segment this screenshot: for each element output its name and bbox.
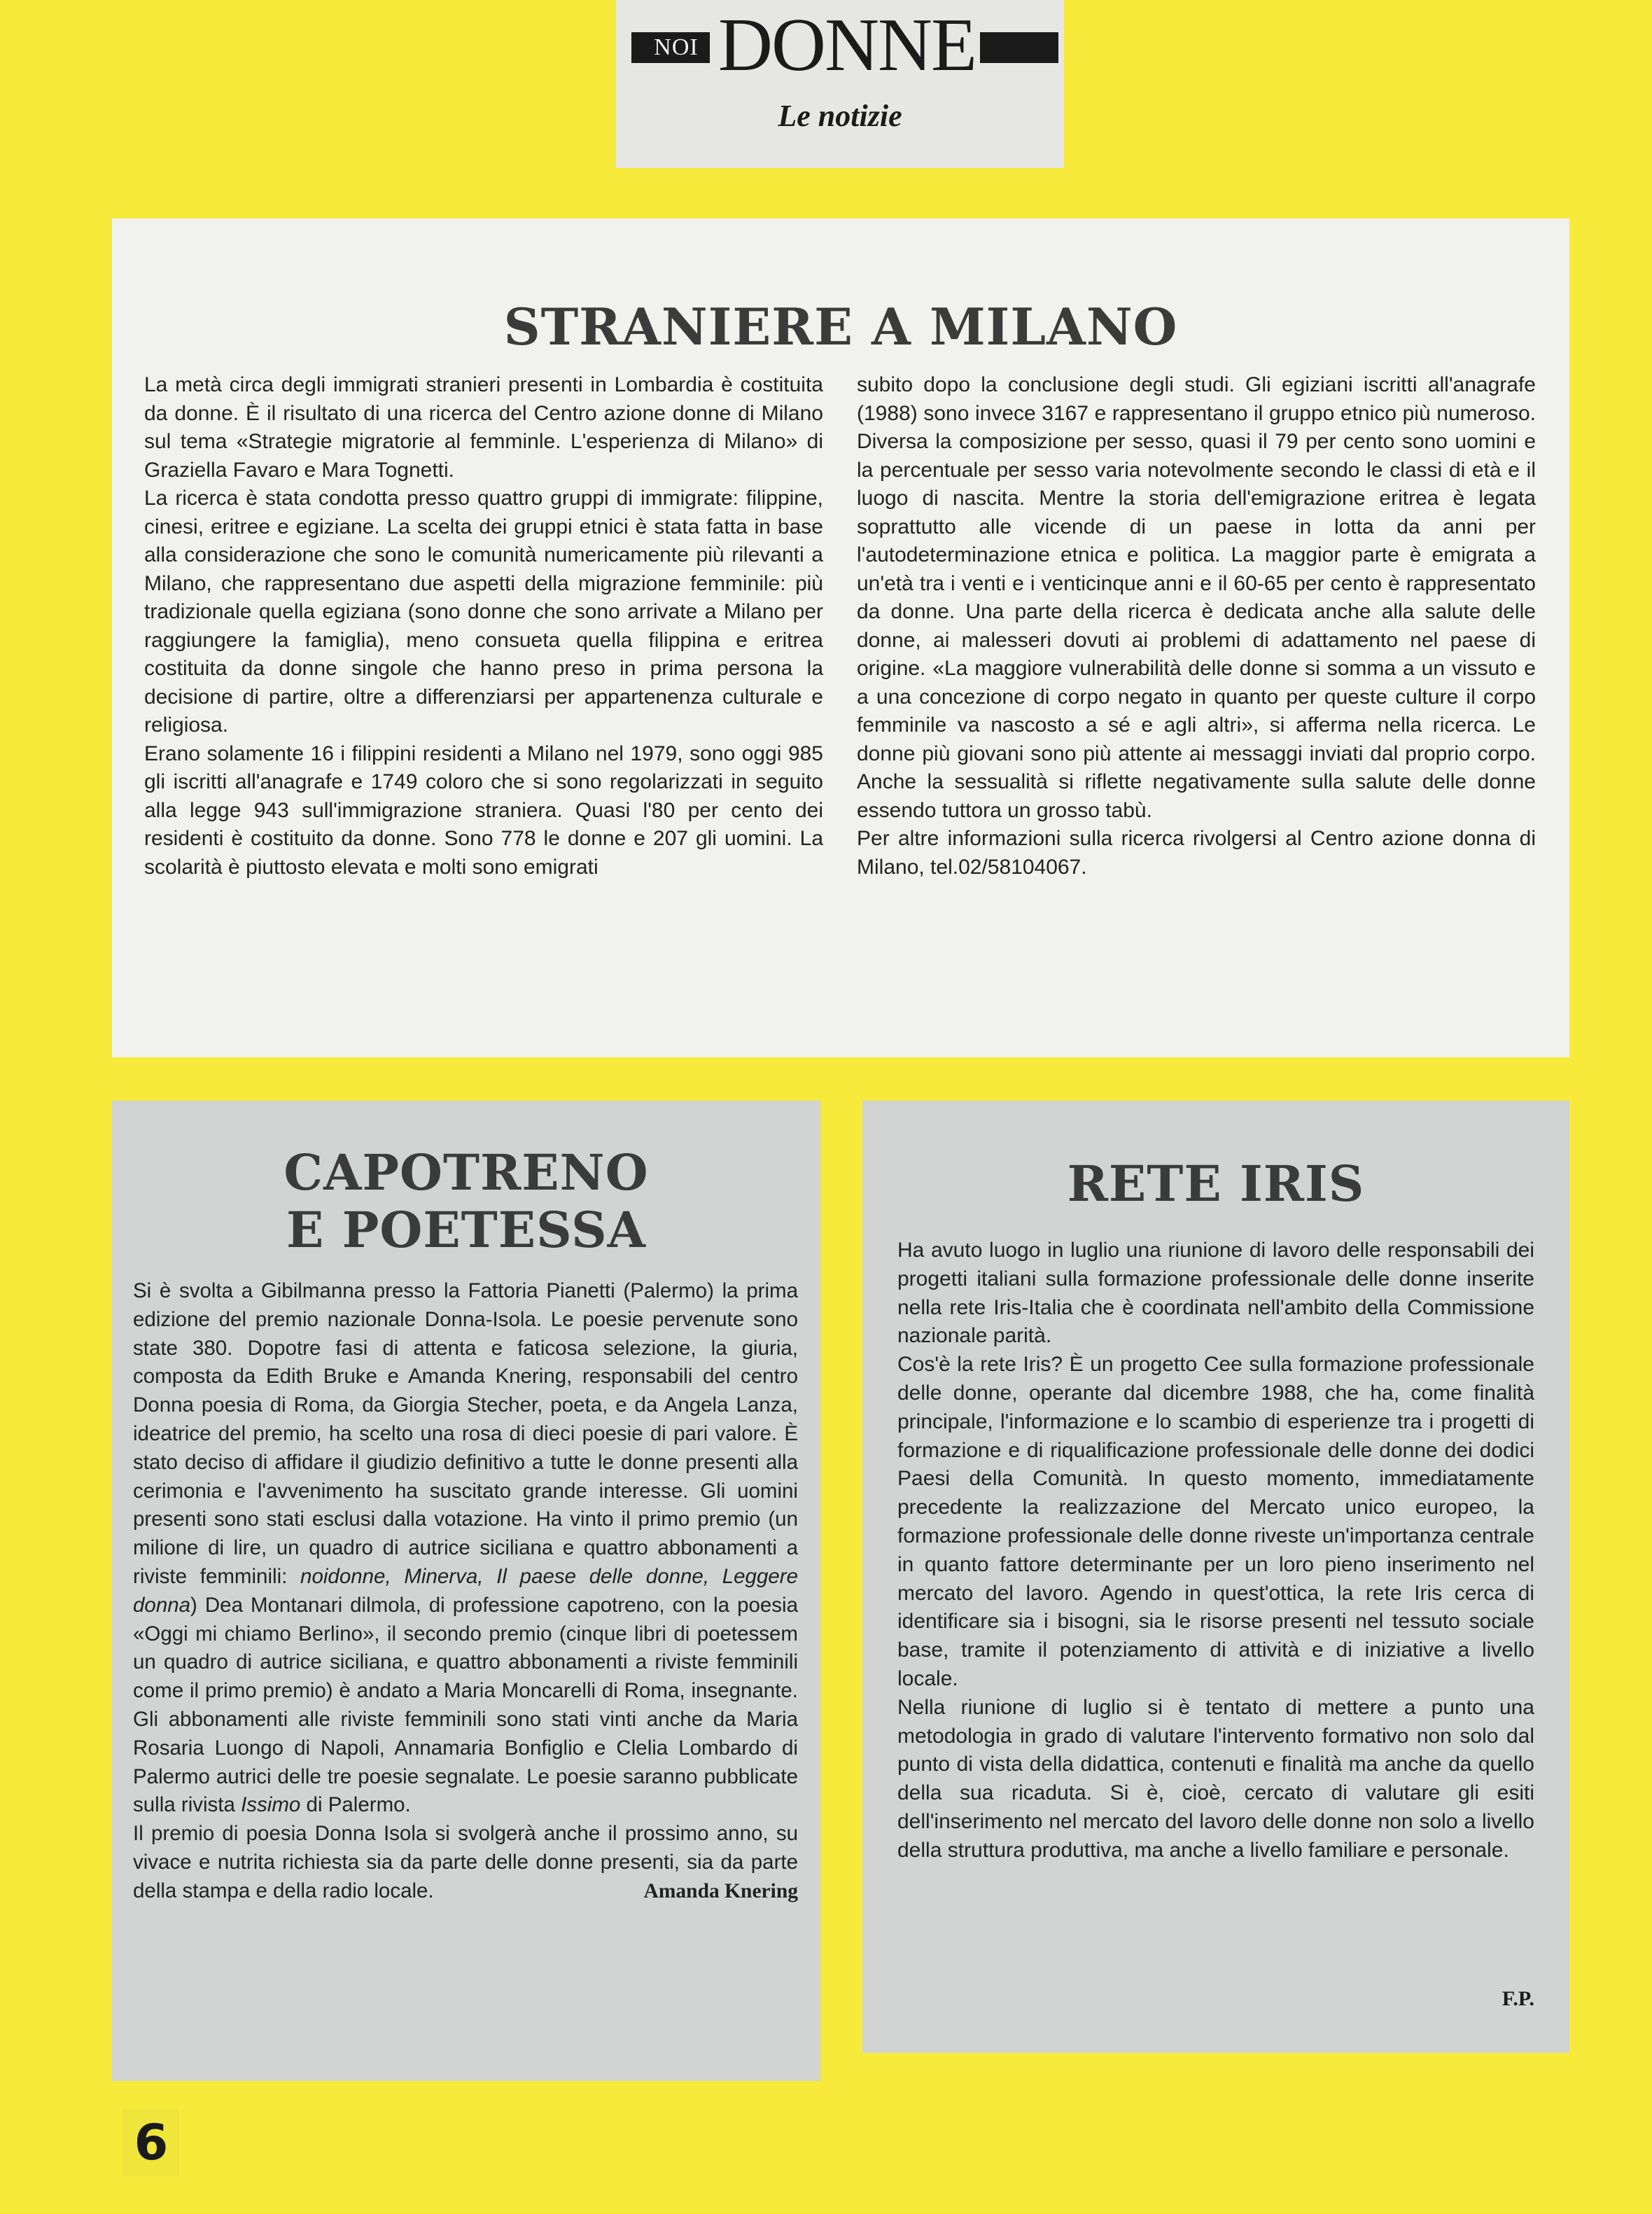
magazine-issimo: Issimo bbox=[241, 1793, 301, 1817]
article-rete-iris-title: RETE IRIS bbox=[1067, 1155, 1365, 1213]
article-stranieri-title: STRANIERE A MILANO bbox=[503, 297, 1178, 356]
paragraph: Cos'è la rete Iris? È un progetto Cee sulla formazione professionale delle donne, operante dal dicembre 1988, che ha, come finalità principale, l'informazione e lo scambio di esperienze tra i progetti di formazione e di riqualificazione professionale delle donne dei dodici Paesi della Comunità. In questo momento, immediatamente precedente la realizzazione del Mercato unico europeo, la formazione professionale delle donne riveste un'importanza centrale in quanto fattore determinante per un loro pieno inserimento nel mercato del lavoro. Agendo in quest'ottica, la rete Iris cerca di identificare sia i bisogni, sia le risorse presenti nel tessuto sociale base, tramite il potenziamento di attività e di iniziative a livello locale. bbox=[897, 1353, 1534, 1690]
paragraph bbox=[133, 1820, 798, 1905]
paragraph bbox=[133, 1277, 798, 1820]
article-capotreno-body bbox=[133, 1277, 798, 1906]
title-line: CAPOTRENO bbox=[284, 1143, 649, 1202]
masthead bbox=[616, 0, 1064, 168]
paragraph: Per altre informazioni sulla ricerca rivolgersi al Centro azione donna di Milano, tel.02/58104067. bbox=[857, 827, 1536, 879]
paragraph: subito dopo la conclusione degli studi. Gli egiziani iscritti all'anagrafe (1988) sono invece 3167 e rappresentano il gruppo etnico più numeroso. Diversa la composizione per sesso, quasi il 79 per cento sono uomini e la percentuale per sesso varia notevolmente secondo le classi di età e il luogo di nascita. Mentre la storia dell'emigrazione eritrea è legata soprattutto alle vicende di un paese in lotta da anni per l'autodeterminazione etnica e politica. La maggior parte è emigrata a un'età tra i venti e i venticinque anni e il 60-65 per cento è rappresentato da donne. Una parte della ricerca è dedicata anche alla salute delle donne, ai malesseri dovuti ai problemi di adattamento nel paese di origine. «La maggiore vulnerabilità delle donne si somma a un vissuto e a una concezione di corpo negato in quanto per queste culture il corpo femminile va nascosto a sé e agli altri», si afferma nella ricerca. Le donne più giovani sono più attente ai messaggi inviati dal proprio corpo. Anche la sessualità si riflette negativamente sulla salute delle donne essendo tuttora un grosso tabù. bbox=[857, 373, 1536, 822]
text-run: di Palermo. bbox=[300, 1793, 411, 1817]
article-capotreno-panel bbox=[112, 1101, 820, 2081]
article-capotreno-title bbox=[112, 1144, 820, 1259]
masthead-noi: NOI bbox=[654, 34, 699, 60]
article-rete-iris-body bbox=[897, 1237, 1534, 1865]
article-rete-iris-panel bbox=[862, 1101, 1569, 2053]
author-signature: Amanda Knering bbox=[643, 1879, 798, 1902]
paragraph: Erano solamente 16 i filippini residenti a Milano nel 1979, sono oggi 985 gli iscritti all'anagrafe e 1749 coloro che si sono regolarizzati in seguito alla legge 943 sull'immigrazione straniera. Quasi l'80 per cento dei residenti è costituito da donne. Sono 778 le donne e 207 gli uomini. La scolarità è piuttosto elevata e molti sono emigrati bbox=[144, 742, 823, 879]
masthead-donne: DONNE bbox=[718, 4, 976, 87]
magazines-list: noidonne, Minerva, Il paese delle donne, Leggere donna bbox=[133, 1564, 798, 1617]
page-number: 6 bbox=[123, 2109, 179, 2176]
article-stranieri-column-a bbox=[144, 371, 823, 882]
author-signature: F.P. bbox=[1502, 1987, 1534, 2010]
masthead-subtitle: Le notizie bbox=[778, 99, 902, 133]
masthead-bar-right bbox=[980, 32, 1058, 63]
paragraph: La metà circa degli immigrati stranieri presenti in Lombardia è costituita da donne. È il risultato di una ricerca del Centro azione donne di Milano sul tema «Strategie migratorie al femminle. L'esperienza di Milano» di Graziella Favaro e Mara Tognetti. bbox=[144, 373, 823, 482]
text-run: Si è svolta a Gibilmanna presso la Fattoria Pianetti (Palermo) la prima edizione del premio nazionale Donna-Isola. Le poesie pervenute sono state 380. Dopotre fasi di attenta e faticosa selezione, la giuria, composta da Edith Bruke e Amanda Knering, responsabili del centro Donna poesia di Roma, da Giorgia Stecher, poeta, e da Angela Lanza, ideatrice del premio, ha scelto una rosa di dieci poesie di pari valore. È stato deciso di affidare il giudizio definitivo a tutte le donne presenti alla cerimonia e l'avvenimento ha suscitato grande interesse. Gli uomini presenti sono stati esclusi dalla votazione. Ha vinto il primo premio (un milione di lire, un quadro di autrice siciliana e quattro abbonamenti a riviste femminili: bbox=[133, 1279, 798, 1588]
paragraph: Nella riunione di luglio si è tentato di mettere a punto una metodologia in grado di valutare l'intervento formativo non solo dal punto di vista della didattica, contenuti e finalità ma anche da quello della sua ricaduta. Si è, cioè, cercato di valutare gli esiti dell'inserimento nel mercato del lavoro delle donne non solo a livello della struttura produttiva, ma anche a livello familiare e personale. bbox=[897, 1695, 1534, 1862]
article-stranieri-panel bbox=[112, 218, 1569, 1057]
paragraph: La ricerca è stata condotta presso quattro gruppi di immigrate: filippine, cinesi, eritree e egiziane. La scelta dei gruppi etnici è stata fatta in base alla considerazione che sono le comunità numericamente più rilevanti a Milano, che rappresentano due aspetti della migrazione femminile: più tradizionale quella egiziana (sono donne che sono arrivate a Milano per raggiungere la famiglia), meno consueta quella filippina e eritrea costituita da donne singole che hanno preso in prima persona la decisione di partire, oltre a differenziarsi per appartenenza culturale e religiosa. bbox=[144, 487, 823, 737]
text-run: ) Dea Montanari dilmola, di professione capotreno, con la poesia «Oggi mi chiamo Berlino», il secondo premio (cinque libri di poetessem un quadro di autrice siciliana, e quattro abbonamenti a riviste femminili come il primo premio) è andato a Maria Moncarelli di Roma, insegnante. Gli abbonamenti alle riviste femminili sono stati vinti anche da Maria Rosaria Luongo di Napoli, Annamaria Bonfiglio e Clelia Lombardo di Palermo autrici delle tre poesie segnalate. Le poesie saranno pubblicate sulla rivista bbox=[133, 1593, 798, 1817]
article-stranieri-column-b bbox=[857, 371, 1536, 882]
title-line: E POETESSA bbox=[286, 1201, 646, 1259]
paragraph: Ha avuto luogo in luglio una riunione di lavoro delle responsabili dei progetti italiani sulla formazione professionale delle donne inserite nella rete Iris-Italia che è coordinata nell'ambito della Commissione nazionale parità. bbox=[897, 1239, 1534, 1348]
text-run: Il premio di poesia Donna Isola si svolgerà anche il prossimo anno, su vivace e nutrita richiesta sia da parte delle donne presenti, sia da parte della stampa e della radio locale. bbox=[133, 1822, 798, 1902]
